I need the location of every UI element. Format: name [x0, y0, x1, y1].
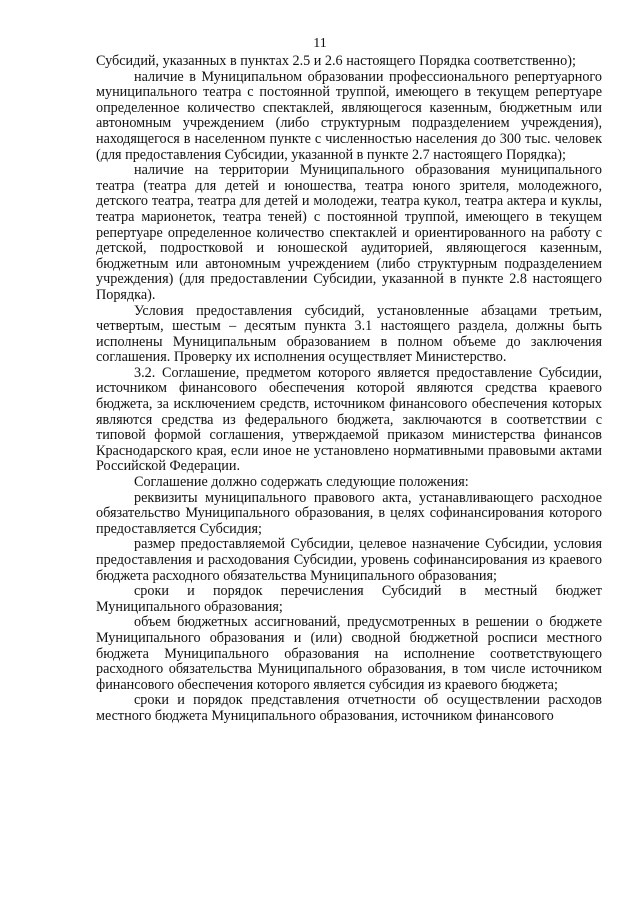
paragraph-agreement-contents-intro: Соглашение должно содержать следующие положения: [134, 474, 469, 491]
paragraph-continuation: Субсидий, указанных в пунктах 2.5 и 2.6 настоящего Порядка соответственно); [96, 53, 576, 69]
paragraph-item-legal-act-details: реквизиты муниципального правового акта, устанавливающего расходное обязательство Муниципального образования, в целях софинансирования которого предоставляется Субсидия; [96, 489, 602, 537]
paragraph-item-budget-allocations: объем бюджетных ассигнований, предусмотренных в решении о бюджете Муниципального образования и (или) сводной бюджетной росписи местного бюджета Муниципального образования на исполнение соответствующего расходного обязательства Муниципального образования, в том числе источником финансового обеспечения которого является субсидия из краевого бюджета; [96, 614, 602, 693]
paragraph-professional-theatre-condition: наличие в Муниципальном образовании профессионального репертуарного муниципального театра с постоянной труппой, имеющего в текущем репертуаре определенное количество спектаклей, являющегося казенным, бюджетным или автономным учреждением (либо структурным подразделением учреждения), находящегося в населенном пункте с численностью населения до 300 тыс. человек (для предоставления Субсидии, указанной в пункте 2.7 настоящего Порядка); [96, 68, 602, 163]
paragraph-conditions-fulfillment: Условия предоставления субсидий, установленные абзацами третьим, четвертым, шестым – десятым пункта 3.1 настоящего раздела, должны быть исполнены Муниципальным образованием в полном объеме до заключения соглашения. Проверку их исполнения осуществляет Министерство. [96, 302, 602, 366]
page-number: 11 [313, 36, 327, 51]
paragraph-children-theatre-condition: наличие на территории Муниципального образования муниципального театра (театра для детей и юношества, театра юного зрителя, молодежного, детского театра, театра для детей и молодежи, театра кукол, театра актера и куклы, театра марионеток, театра теней) с постоянной труппой, имеющего в текущем репертуаре определенное количество спектаклей и ориентированного на работу с детской, подростковой и юношеской аудиторией, являющегося казенным, бюджетным или автономным учреждением (либо структурным подразделением учреждения) (для предоставлении Субсидии, указанной в пункте 2.8 настоящего Порядка). [96, 162, 602, 303]
paragraph-section-3-2: 3.2. Соглашение, предметом которого является предоставление Субсидии, источником финансового обеспечения которой являются средства краевого бюджета, за исключением средств, источником финансового обеспечения которых являются средства из федерального бюджета, заключаются в соответствии с типовой формой соглашения, утверждаемой приказом министерства финансов Краснодарского края, если иное не установлено нормативными правовыми актами Российской Федерации. [96, 364, 602, 475]
paragraph-item-subsidy-amount: размер предоставляемой Субсидии, целевое назначение Субсидии, условия предоставления и расходования Субсидии, уровень софинансирования из краевого бюджета расходного обязательства Муниципального образования; [96, 536, 602, 584]
document-body [96, 54, 602, 725]
paragraph-item-reporting-terms: сроки и порядок представления отчетности об осуществлении расходов местного бюджета Муниципального образования, источником финансового [96, 692, 602, 724]
paragraph-item-transfer-terms: сроки и порядок перечисления Субсидий в местный бюджет Муниципального образования; [96, 583, 602, 615]
